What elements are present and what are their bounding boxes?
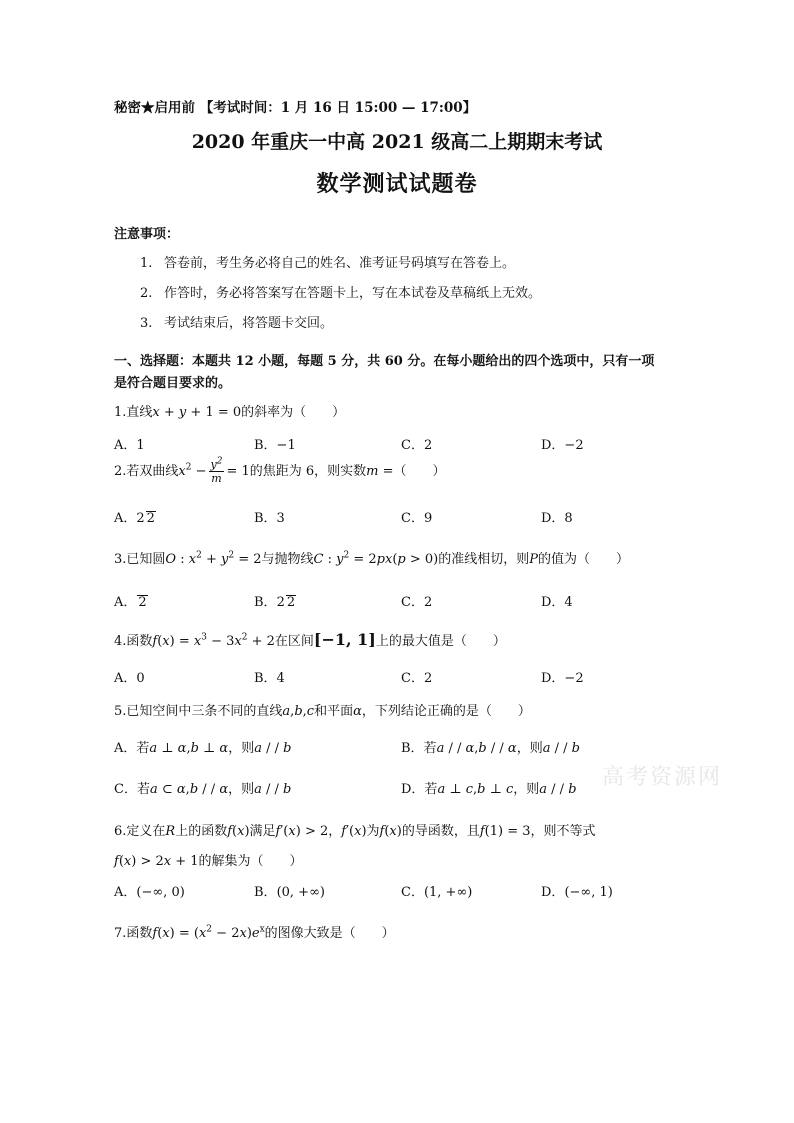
question-4: 4.函数$f(x) = x^3 - 3x^2 + 2$在区间[−1, 1]上的最大值是（ ） — [114, 630, 506, 649]
q4-option-d: D．−2 — [541, 671, 584, 686]
q6-option-d: D．(−∞, 1) — [541, 885, 613, 900]
q2-option-d: D．8 — [541, 511, 573, 526]
exam-subtitle: 数学测试试题卷 — [316, 171, 478, 197]
q6-option-c: C．(1, +∞) — [401, 885, 473, 900]
q3-option-d: D．4 — [541, 595, 573, 610]
q5-option-d: D．若a ⊥ c,b ⊥ c，则a / / b — [401, 782, 577, 797]
q4-option-a: A．0 — [114, 671, 145, 686]
q6-option-a: A．(−∞, 0) — [114, 885, 185, 900]
q5-option-a: A．若a ⊥ α,b ⊥ α，则a / / b — [114, 741, 292, 756]
q4-option-b: B．4 — [254, 671, 285, 686]
notice-item: 1. 答卷前，考生务必将自己的姓名、准考证号码填写在答卷上。 — [140, 256, 516, 271]
notice-item: 2. 作答时，务必将答案写在答题卡上，写在本试卷及草稿纸上无效。 — [140, 286, 542, 301]
q1-option-c: C．2 — [401, 438, 433, 453]
watermark: 高考资源网 — [602, 765, 723, 790]
q2-option-b: B．3 — [254, 511, 285, 526]
question-5: 5.已知空间中三条不同的直线a,b,c和平面α，下列结论正确的是（ ） — [114, 704, 531, 719]
question-2: 2.若双曲线$x^2$ − $\frac{y^2}{m}$ = 1的焦距为 6，则实数m =（ ） — [114, 456, 446, 485]
question-6-cont: f(x) > 2x + 1的解集为（ ） — [114, 854, 303, 869]
question-1: 1.直线x + y + 1 = 0的斜率为（ ） — [114, 405, 346, 420]
notice-heading: 注意事项： — [114, 227, 180, 242]
exam-title: 2020 年重庆一中高 2021 级高二上期期末考试 — [191, 131, 603, 153]
q5-option-c: C．若a ⊂ α,b / / α，则a / / b — [114, 782, 292, 797]
q3-option-a: A． 2 — [114, 595, 147, 610]
question-7: 7.函数$f(x) = (x^2 - 2x)e^x$的图像大致是（ ） — [114, 924, 395, 941]
section-heading-cont: 是符合题目要求的。 — [114, 376, 232, 391]
q1-option-a: A．1 — [114, 438, 145, 453]
q5-option-b: B．若a / / α,b / / α，则a / / b — [401, 741, 580, 756]
exam-meta: 秘密★启用前 【考试时间：1 月 16 日 15:00 — 17:00】 — [114, 100, 477, 116]
q4-option-c: C．2 — [401, 671, 433, 686]
q1-option-d: D．−2 — [541, 438, 584, 453]
q3-option-c: C．2 — [401, 595, 433, 610]
q6-option-b: B．(0, +∞) — [254, 885, 325, 900]
q2-option-c: C．9 — [401, 511, 433, 526]
q3-option-b: B．2 2 — [254, 595, 296, 610]
notice-item: 3. 考试结束后，将答题卡交回。 — [140, 316, 334, 331]
question-3: 3.已知圆O : $x^2 + y^2 = 2$与抛物线C : $y^2 = 2px(p > 0)$的准线相切，则P的值为（ ） — [114, 550, 630, 567]
q2-option-a: A．2 2 — [114, 511, 155, 526]
q1-option-b: B．−1 — [254, 438, 296, 453]
question-6: 6.定义在R上的函数f(x)满足f′(x) > 2，f′(x)为f(x)的导函数，且f(1) = 3，则不等式 — [114, 824, 596, 839]
section-heading: 一、选择题：本题共 12 小题，每题 5 分，共 60 分。在每小题给出的四个选项中，只有一项 — [114, 354, 655, 369]
